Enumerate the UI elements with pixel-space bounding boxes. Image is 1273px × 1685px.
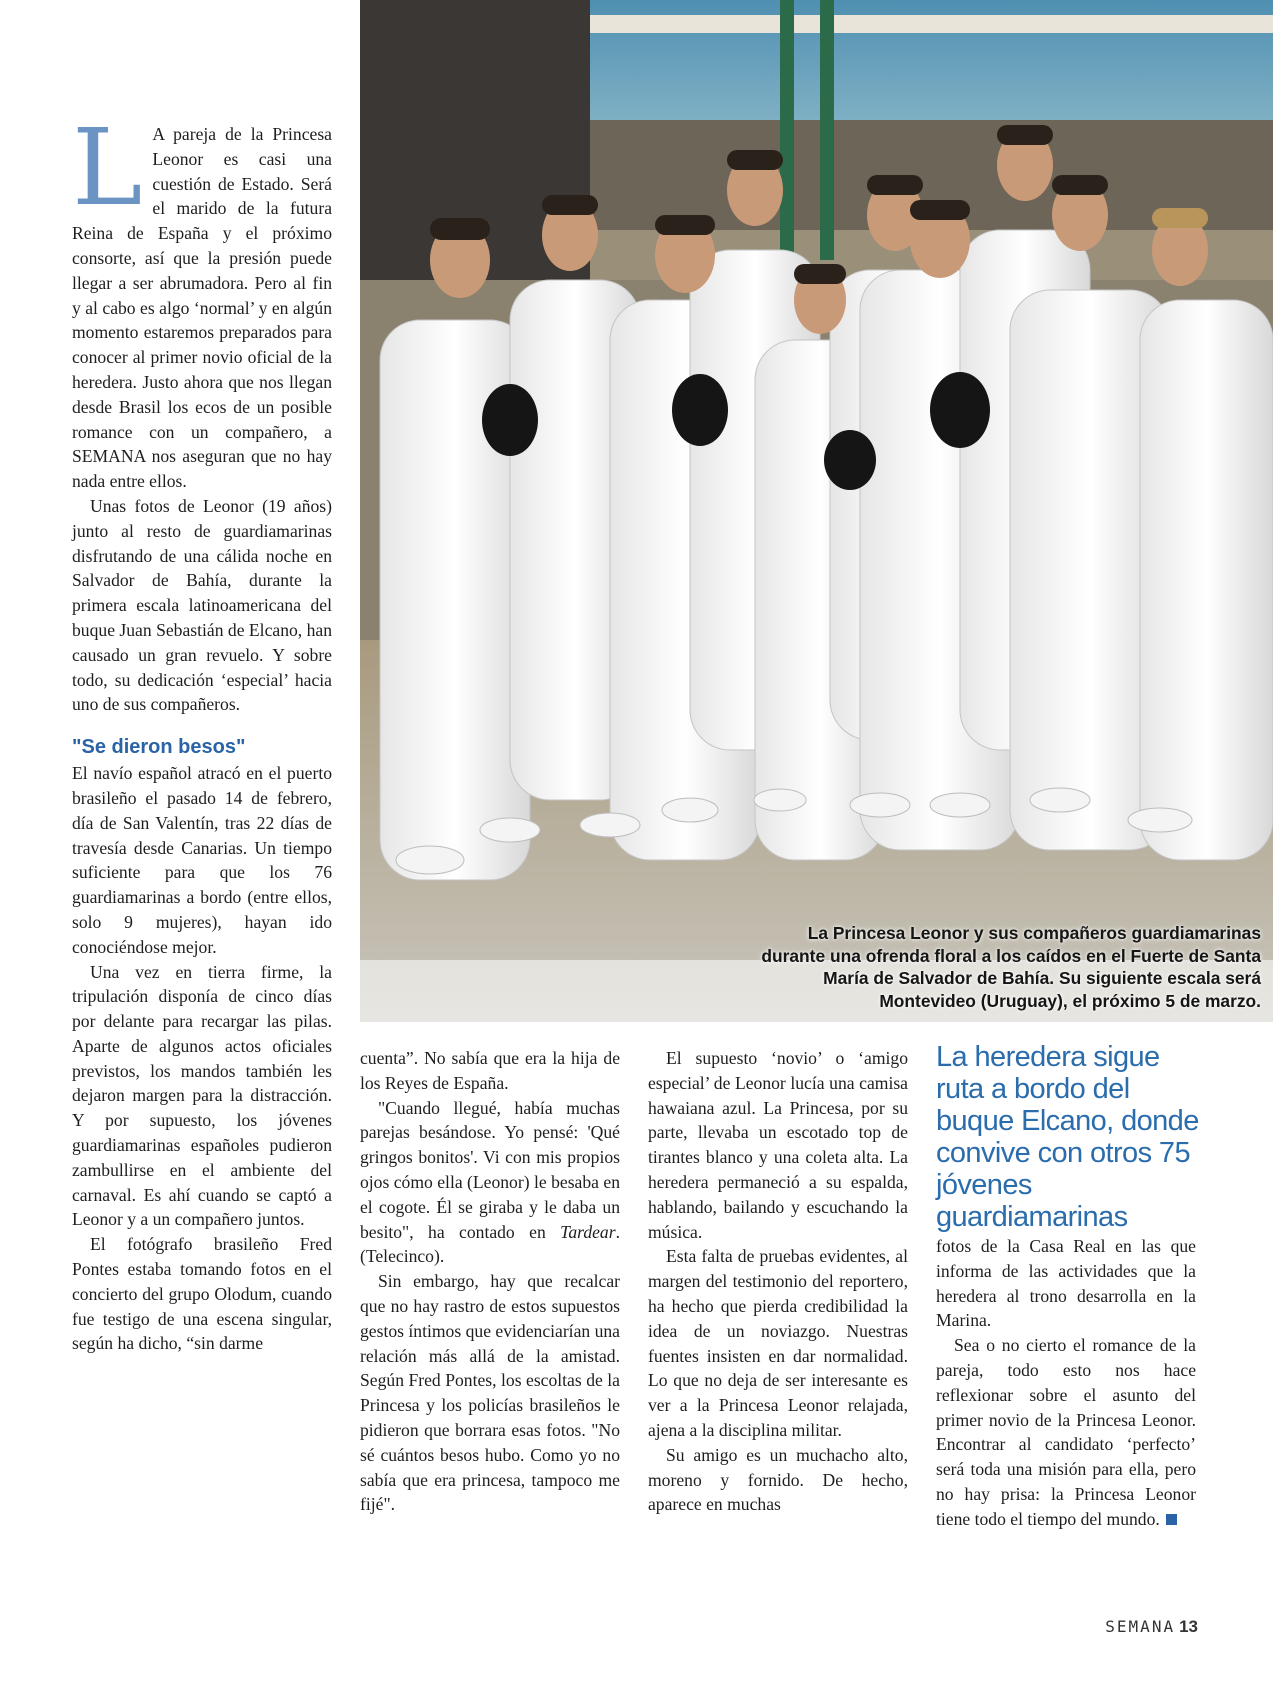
body-paragraph: cuenta”. No sabía que era la hija de los Reyes de España. <box>360 1048 620 1093</box>
dropcap-letter: L <box>72 106 143 229</box>
quote-source: .(Telecinco). <box>360 1221 620 1267</box>
body-paragraph <box>936 1333 1196 1531</box>
tv-show-name: Tardear <box>560 1221 616 1242</box>
page-number: 13 <box>1179 1617 1198 1636</box>
text-column-1 <box>72 106 332 1356</box>
text-column-2 <box>360 1046 620 1517</box>
photo-caption: La Princesa Leonor y sus compañeros guardiamarinas durante una ofrenda floral a los caídos en el Fuerte de Santa María de Salvador de Bahía. Su siguiente escala será Montevideo (Uruguay), el próximo 5 de marzo. <box>761 923 1261 1011</box>
body-paragraph: Sin embargo, hay que recalcar que no hay rastro de estos supuestos gestos íntimos que evidenciarían una relación más allá de la amistad. Según Fred Pontes, los escoltas de la Princesa y los policías brasileños le pidieron que borrara esas fotos. "No sé cuántos besos hubo. Como yo no sabía que era princesa, tampoco me fijé". <box>360 1271 620 1515</box>
text-column-3 <box>648 1046 908 1517</box>
body-paragraph: Unas fotos de Leonor (19 años) junto al resto de guardiamarinas disfrutando de una cálida noche en Salvador de Bahía, durante la primera escala latinoamericana del buque Juan Sebastián de Elcano, han causado un gran revuelo. Y sobre todo, su dedicación ‘especial’ hacia uno de sus compañeros. <box>72 495 332 715</box>
section-subhead: "Se dieron besos" <box>72 736 246 759</box>
body-paragraph: Esta falta de pruebas evidentes, al margen del testimonio del reportero, ha hecho que pierda credibilidad la idea de un noviazgo. Nuestras fuentes insisten en dar normalidad. Lo que no deja de ser interesante es ver a la Princesa Leonor relajada, ajena a la disciplina militar. <box>648 1246 908 1440</box>
text-column-4 <box>936 1234 1196 1532</box>
body-paragraph: fotos de la Casa Real en las que informa de las actividades que la heredera al trono desarrolla en la Marina. <box>936 1236 1196 1331</box>
quote-text: "Cuando llegué, había muchas parejas besándose. Yo pensé: 'Qué gringos bonitos'. Vi con mis propios ojos cómo ella (Leonor) le besaba en el cogote. Él se giraba y le daba un besito", ha contado en <box>360 1097 620 1242</box>
intro-paragraph <box>72 106 332 494</box>
body-paragraph: Una vez en tierra firme, la tripulación disponía de cinco días por delante para recargar las pilas. Aparte de algunos actos oficiales previstos, los mandos también les dejaron margen para la distracción. Y por supuesto, los jóvenes guardiamarinas españoles pudieron zambullirse en el ambiente del carnaval. Es ahí cuando se captó a Leonor y a un compañero juntos. <box>72 961 332 1230</box>
intro-text: A pareja de la Princesa Leonor es casi una cuestión de Estado. Será el marido de la futura Reina de España y el próximo consorte, así que la presión puede llegar a ser abrumadora. Pero al fin y al cabo es algo ‘normal’ y en algún momento estaremos preparados para conocer al primer novio oficial de la heredera. Justo ahora que nos llegan desde Brasil los ecos de un posible romance con un compañero, a SEMANA nos aseguran que no hay nada entre ellos. <box>72 124 332 492</box>
cover-photo <box>360 0 1273 1022</box>
closing-text: Sea o no cierto el romance de la pareja, todo esto nos hace reflexionar sobre el asunto del primer novio de la Princesa Leonor. Encontrar al candidato ‘perfecto’ será toda una misión para ella, pero no hay prisa: la Princesa Leonor tiene todo el tiempo del mundo. <box>936 1335 1196 1529</box>
pull-headline: La heredera sigue ruta a bordo del buque Elcano, donde convive con otros 75 jóvenes guardiamarinas <box>936 1041 1199 1233</box>
body-paragraph: El navío español atracó en el puerto brasileño el pasado 14 de febrero, día de San Valentín, tras 22 días de travesía desde Canarias. Un tiempo suficiente para que los 76 guardiamarinas a bordo (entre ellos, solo 9 mujeres), hayan ido conociéndose mejor. <box>72 763 332 957</box>
magazine-name: SEMANA <box>1105 1617 1176 1636</box>
page-folio <box>1105 1617 1198 1637</box>
photo-uniformed-cadets-icon <box>360 0 1273 1022</box>
body-paragraph: Su amigo es un muchacho alto, moreno y fornido. De hecho, aparece en muchas <box>648 1444 908 1515</box>
end-mark-icon <box>1166 1514 1177 1525</box>
body-paragraph <box>360 1096 620 1270</box>
body-paragraph: El fotógrafo brasileño Fred Pontes estaba tomando fotos en el concierto del grupo Olodum, cuando fue testigo de una escena singular, según ha dicho, “sin darme <box>72 1234 332 1354</box>
body-paragraph: El supuesto ‘novio’ o ‘amigo especial’ de Leonor lucía una camisa hawaiana azul. La Princesa, por su parte, llevaba un escotado top de tirantes blanco y una coleta alta. La heredera permaneció a su espalda, hablando, bailando y escuchando la música. <box>648 1048 908 1242</box>
